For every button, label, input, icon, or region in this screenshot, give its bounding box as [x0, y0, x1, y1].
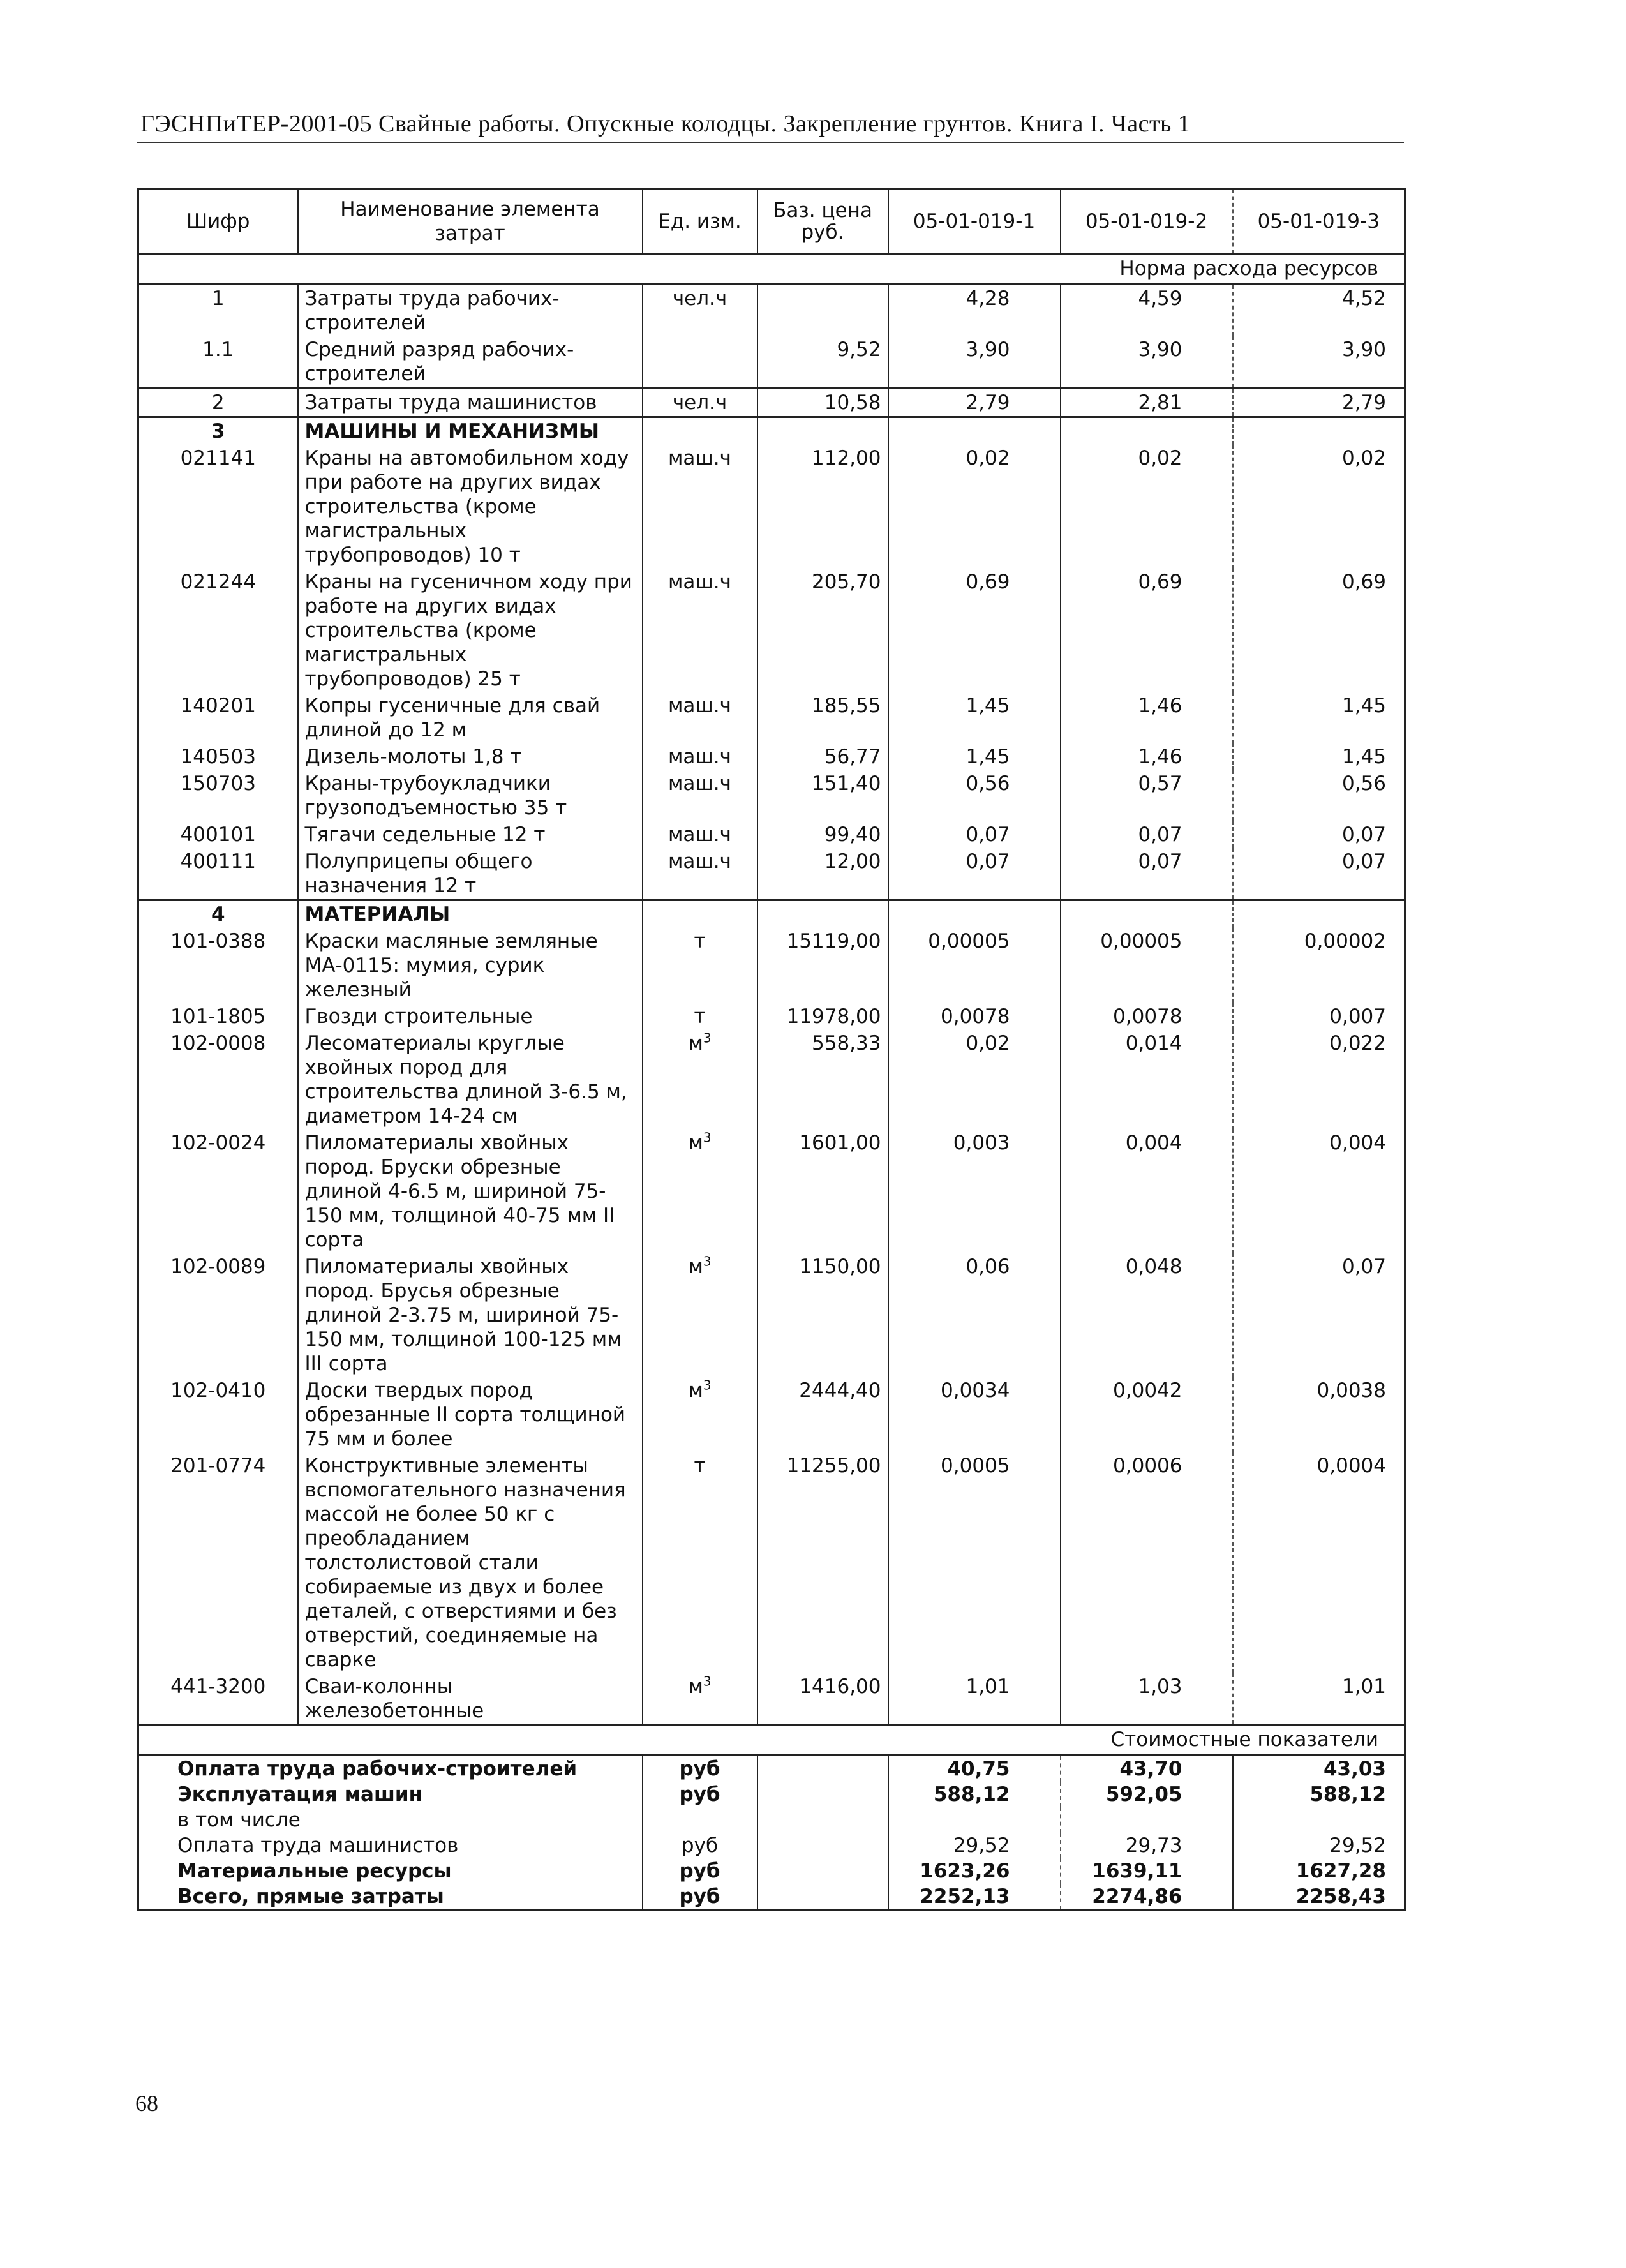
row-code: 441-3200	[138, 1673, 298, 1726]
table-header-row	[138, 189, 1405, 255]
row-name: Краны на гусеничном ходу при работе на других видах строительства (кроме магистральных трубопроводов) 25 т	[298, 569, 643, 692]
row-value-019-3: 0,007	[1233, 1003, 1405, 1030]
row-name: Краны-трубоукладчики грузоподъемностью 35 т	[298, 770, 643, 821]
header-rule	[137, 142, 1404, 143]
section-number: 4	[138, 900, 298, 929]
material-row	[138, 1130, 1405, 1253]
cost-value-019-1: 29,52	[888, 1833, 1061, 1858]
row-value-019-3: 2,79	[1233, 389, 1405, 417]
row-unit: т	[643, 928, 757, 1003]
cost-empty-price	[757, 1858, 888, 1884]
row-value-019-1: 4,28	[888, 285, 1061, 337]
section-empty-cell	[643, 900, 757, 929]
cost-empty-price	[757, 1833, 888, 1858]
row-base-price: 1416,00	[757, 1673, 888, 1726]
cost-unit: руб	[643, 1833, 757, 1858]
row-code: 201-0774	[138, 1452, 298, 1673]
row-unit: чел.ч	[643, 285, 757, 337]
cost-name: Всего, прямые затраты	[138, 1884, 643, 1911]
material-row	[138, 1003, 1405, 1030]
cost-value-019-3: 43,03	[1233, 1756, 1405, 1782]
cost-name: Оплата труда рабочих-строителей	[138, 1756, 643, 1782]
document-header-title: ГЭСНПиТЕР-2001-05 Свайные работы. Опускные колодцы. Закрепление грунтов. Книга I. Часть 1	[140, 110, 1191, 137]
section-empty-cell	[1061, 900, 1233, 929]
row-base-price: 11978,00	[757, 1003, 888, 1030]
section-number: 3	[138, 417, 298, 445]
row-value-019-3: 4,52	[1233, 285, 1405, 337]
row-base-price: 205,70	[757, 569, 888, 692]
cost-name: Эксплуатация машин	[138, 1782, 643, 1807]
row-unit-text: м	[688, 1131, 703, 1154]
row-base-price: 1601,00	[757, 1130, 888, 1253]
machine-row	[138, 743, 1405, 770]
section-empty-cell	[1233, 417, 1405, 445]
row-value-019-2: 1,03	[1061, 1673, 1233, 1726]
material-row	[138, 1673, 1405, 1726]
column-header-price-line2: руб.	[801, 221, 844, 244]
row-base-price: 112,00	[757, 445, 888, 569]
cost-row	[138, 1833, 1405, 1858]
cost-value-019-3: 588,12	[1233, 1782, 1405, 1807]
cost-band-row	[138, 1726, 1405, 1756]
machine-row	[138, 821, 1405, 848]
row-name: Затраты труда машинистов	[298, 389, 643, 417]
cost-row	[138, 1858, 1405, 1884]
row-code: 1	[138, 285, 298, 337]
row-value-019-2: 0,07	[1061, 821, 1233, 848]
row-value-019-3: 1,01	[1233, 1673, 1405, 1726]
row-unit-superscript: 3	[703, 1130, 712, 1145]
cost-value-019-2	[1061, 1807, 1233, 1833]
material-row	[138, 1452, 1405, 1673]
norm-band-label: Норма расхода ресурсов	[138, 255, 1405, 285]
row-unit-superscript: 3	[703, 1030, 712, 1046]
row-name: Гвозди строительные	[298, 1003, 643, 1030]
row-unit-superscript: 3	[703, 1253, 712, 1269]
row-code: 1.1	[138, 336, 298, 389]
row-name: Тягачи седельные 12 т	[298, 821, 643, 848]
row-code: 102-0089	[138, 1253, 298, 1377]
row-name: Полуприцепы общего назначения 12 т	[298, 848, 643, 900]
cost-value-019-3: 29,52	[1233, 1833, 1405, 1858]
cost-name: Материальные ресурсы	[138, 1858, 643, 1884]
row-value-019-3: 0,07	[1233, 821, 1405, 848]
section-title: МАТЕРИАЛЫ	[298, 900, 643, 929]
row-name: Сваи-колонны железобетонные	[298, 1673, 643, 1726]
row-value-019-1: 0,07	[888, 821, 1061, 848]
row-value-019-1: 0,02	[888, 1030, 1061, 1130]
row-base-price: 9,52	[757, 336, 888, 389]
row-value-019-3: 0,56	[1233, 770, 1405, 821]
row-unit: т	[643, 1003, 757, 1030]
row-value-019-3: 0,0038	[1233, 1377, 1405, 1452]
material-row	[138, 1030, 1405, 1130]
row-code: 150703	[138, 770, 298, 821]
labor-row	[138, 285, 1405, 337]
column-header-code: Шифр	[138, 189, 298, 255]
row-name: Пиломатериалы хвойных пород. Бруски обрезные длиной 4-6.5 м, шириной 75-150 мм, толщиной 40-75 мм II сорта	[298, 1130, 643, 1253]
row-unit	[643, 1377, 757, 1452]
row-base-price: 10,58	[757, 389, 888, 417]
cost-value-019-1: 588,12	[888, 1782, 1061, 1807]
row-code: 140201	[138, 692, 298, 743]
row-value-019-2: 0,048	[1061, 1253, 1233, 1377]
row-unit	[643, 1030, 757, 1130]
section-empty-cell	[643, 417, 757, 445]
row-unit-superscript: 3	[703, 1673, 712, 1689]
row-name: Доски твердых пород обрезанные II сорта толщиной 75 мм и более	[298, 1377, 643, 1452]
row-base-price: 11255,00	[757, 1452, 888, 1673]
row-code: 102-0024	[138, 1130, 298, 1253]
column-header-v3: 05-01-019-3	[1233, 189, 1405, 255]
section-title: МАШИНЫ И МЕХАНИЗМЫ	[298, 417, 643, 445]
row-value-019-2: 1,46	[1061, 743, 1233, 770]
row-value-019-3: 1,45	[1233, 743, 1405, 770]
machine-row	[138, 848, 1405, 900]
cost-value-019-2: 2274,86	[1061, 1884, 1233, 1911]
row-value-019-2: 0,00005	[1061, 928, 1233, 1003]
machine-row	[138, 692, 1405, 743]
row-value-019-3: 1,45	[1233, 692, 1405, 743]
cost-row	[138, 1884, 1405, 1911]
row-value-019-2: 0,07	[1061, 848, 1233, 900]
row-code: 2	[138, 389, 298, 417]
row-code: 140503	[138, 743, 298, 770]
row-code: 102-0008	[138, 1030, 298, 1130]
row-value-019-1: 0,02	[888, 445, 1061, 569]
row-base-price: 2444,40	[757, 1377, 888, 1452]
row-unit: маш.ч	[643, 848, 757, 900]
cost-unit: руб	[643, 1756, 757, 1782]
row-unit-text: м	[688, 1379, 703, 1402]
row-value-019-2: 1,46	[1061, 692, 1233, 743]
row-value-019-1: 0,00005	[888, 928, 1061, 1003]
row-code: 102-0410	[138, 1377, 298, 1452]
cost-empty-price	[757, 1756, 888, 1782]
column-header-unit: Ед. изм.	[643, 189, 757, 255]
row-value-019-3: 0,69	[1233, 569, 1405, 692]
materials-section-row	[138, 900, 1405, 929]
section-empty-cell	[888, 900, 1061, 929]
labor-row	[138, 336, 1405, 389]
machines-section-row	[138, 417, 1405, 445]
section-empty-cell	[757, 900, 888, 929]
cost-unit: руб	[643, 1884, 757, 1911]
cost-name: в том числе	[138, 1807, 643, 1833]
row-unit	[643, 1673, 757, 1726]
material-row	[138, 1253, 1405, 1377]
cost-value-019-2: 29,73	[1061, 1833, 1233, 1858]
cost-value-019-2: 592,05	[1061, 1782, 1233, 1807]
row-value-019-1: 0,0034	[888, 1377, 1061, 1452]
row-value-019-2: 0,02	[1061, 445, 1233, 569]
row-code: 101-0388	[138, 928, 298, 1003]
row-unit	[643, 1253, 757, 1377]
row-value-019-1: 0,0078	[888, 1003, 1061, 1030]
row-code: 021244	[138, 569, 298, 692]
cost-value-019-1: 2252,13	[888, 1884, 1061, 1911]
column-header-v2: 05-01-019-2	[1061, 189, 1233, 255]
row-unit: маш.ч	[643, 821, 757, 848]
row-value-019-1: 3,90	[888, 336, 1061, 389]
cost-value-019-2: 43,70	[1061, 1756, 1233, 1782]
row-base-price: 151,40	[757, 770, 888, 821]
row-value-019-2: 0,0006	[1061, 1452, 1233, 1673]
row-name: Затраты труда рабочих-строителей	[298, 285, 643, 337]
row-base-price	[757, 285, 888, 337]
cost-band-label: Стоимостные показатели	[138, 1726, 1405, 1756]
section-empty-cell	[888, 417, 1061, 445]
column-header-name: Наименование элемента затрат	[298, 189, 643, 255]
row-value-019-1: 0,06	[888, 1253, 1061, 1377]
cost-value-019-3	[1233, 1807, 1405, 1833]
row-value-019-2: 0,0042	[1061, 1377, 1233, 1452]
row-value-019-2: 0,014	[1061, 1030, 1233, 1130]
row-base-price: 56,77	[757, 743, 888, 770]
row-value-019-1: 1,45	[888, 692, 1061, 743]
row-unit: маш.ч	[643, 445, 757, 569]
row-value-019-3: 0,00002	[1233, 928, 1405, 1003]
row-value-019-2: 2,81	[1061, 389, 1233, 417]
cost-empty-price	[757, 1884, 888, 1911]
cost-row	[138, 1807, 1405, 1833]
cost-unit	[643, 1807, 757, 1833]
row-name: Пиломатериалы хвойных пород. Брусья обрезные длиной 2-3.75 м, шириной 75-150 мм, толщиной 100-125 мм III сорта	[298, 1253, 643, 1377]
row-name: Конструктивные элементы вспомогательного назначения массой не более 50 кг с преобладанием толстолистовой стали собираемые из двух и более деталей, с отверстиями и без отверстий, соединяемые на сварке	[298, 1452, 643, 1673]
column-header-price	[757, 189, 888, 255]
row-unit-text: м	[688, 1675, 703, 1698]
row-unit: т	[643, 1452, 757, 1673]
resource-norms-table	[137, 188, 1406, 1911]
row-value-019-1: 0,003	[888, 1130, 1061, 1253]
cost-value-019-3: 1627,28	[1233, 1858, 1405, 1884]
row-value-019-2: 0,004	[1061, 1130, 1233, 1253]
row-value-019-3: 0,004	[1233, 1130, 1405, 1253]
row-unit	[643, 336, 757, 389]
cost-row	[138, 1756, 1405, 1782]
section-empty-cell	[1233, 900, 1405, 929]
row-unit: чел.ч	[643, 389, 757, 417]
row-unit-text: м	[688, 1255, 703, 1278]
row-base-price: 558,33	[757, 1030, 888, 1130]
row-value-019-3: 0,0004	[1233, 1452, 1405, 1673]
row-unit	[643, 1130, 757, 1253]
row-base-price: 15119,00	[757, 928, 888, 1003]
row-unit-text: м	[688, 1032, 703, 1055]
row-code: 101-1805	[138, 1003, 298, 1030]
cost-value-019-1: 40,75	[888, 1756, 1061, 1782]
row-value-019-3: 0,022	[1233, 1030, 1405, 1130]
row-name: Краски масляные земляные МА-0115: мумия, сурик железный	[298, 928, 643, 1003]
row-value-019-2: 3,90	[1061, 336, 1233, 389]
row-code: 400111	[138, 848, 298, 900]
material-row	[138, 1377, 1405, 1452]
row-value-019-1: 0,0005	[888, 1452, 1061, 1673]
row-value-019-3: 0,02	[1233, 445, 1405, 569]
row-name: Копры гусеничные для свай длиной до 12 м	[298, 692, 643, 743]
cost-row	[138, 1782, 1405, 1807]
row-unit: маш.ч	[643, 770, 757, 821]
cost-empty-price	[757, 1782, 888, 1807]
page-number: 68	[135, 2091, 158, 2116]
machine-row	[138, 770, 1405, 821]
row-value-019-2: 0,69	[1061, 569, 1233, 692]
machine-row	[138, 569, 1405, 692]
cost-value-019-1	[888, 1807, 1061, 1833]
section-empty-cell	[757, 417, 888, 445]
row-value-019-2: 0,57	[1061, 770, 1233, 821]
cost-name: Оплата труда машинистов	[138, 1833, 643, 1858]
row-value-019-1: 0,56	[888, 770, 1061, 821]
row-value-019-2: 4,59	[1061, 285, 1233, 337]
row-code: 400101	[138, 821, 298, 848]
row-name: Лесоматериалы круглые хвойных пород для строительства длиной 3-6.5 м, диаметром 14-24 см	[298, 1030, 643, 1130]
row-value-019-1: 1,01	[888, 1673, 1061, 1726]
row-unit: маш.ч	[643, 743, 757, 770]
row-value-019-1: 2,79	[888, 389, 1061, 417]
row-value-019-1: 0,07	[888, 848, 1061, 900]
row-value-019-1: 1,45	[888, 743, 1061, 770]
row-value-019-3: 0,07	[1233, 848, 1405, 900]
cost-empty-price	[757, 1807, 888, 1833]
row-code: 021141	[138, 445, 298, 569]
section-empty-cell	[1061, 417, 1233, 445]
row-unit: маш.ч	[643, 692, 757, 743]
norm-band-row	[138, 255, 1405, 285]
row-value-019-2: 0,0078	[1061, 1003, 1233, 1030]
row-name: Средний разряд рабочих-строителей	[298, 336, 643, 389]
column-header-price-line1: Баз. цена	[773, 199, 872, 222]
cost-value-019-1: 1623,26	[888, 1858, 1061, 1884]
machine-row	[138, 445, 1405, 569]
row-name: Краны на автомобильном ходу при работе на других видах строительства (кроме магистральных трубопроводов) 10 т	[298, 445, 643, 569]
row-name: Дизель-молоты 1,8 т	[298, 743, 643, 770]
column-header-v1: 05-01-019-1	[888, 189, 1061, 255]
cost-value-019-2: 1639,11	[1061, 1858, 1233, 1884]
cost-value-019-3: 2258,43	[1233, 1884, 1405, 1911]
material-row	[138, 928, 1405, 1003]
row-value-019-3: 3,90	[1233, 336, 1405, 389]
machinist-labor-row	[138, 389, 1405, 417]
row-value-019-3: 0,07	[1233, 1253, 1405, 1377]
row-value-019-1: 0,69	[888, 569, 1061, 692]
row-base-price: 185,55	[757, 692, 888, 743]
row-unit: маш.ч	[643, 569, 757, 692]
cost-unit: руб	[643, 1782, 757, 1807]
row-base-price: 12,00	[757, 848, 888, 900]
row-base-price: 1150,00	[757, 1253, 888, 1377]
cost-unit: руб	[643, 1858, 757, 1884]
row-base-price: 99,40	[757, 821, 888, 848]
row-unit-superscript: 3	[703, 1377, 712, 1393]
